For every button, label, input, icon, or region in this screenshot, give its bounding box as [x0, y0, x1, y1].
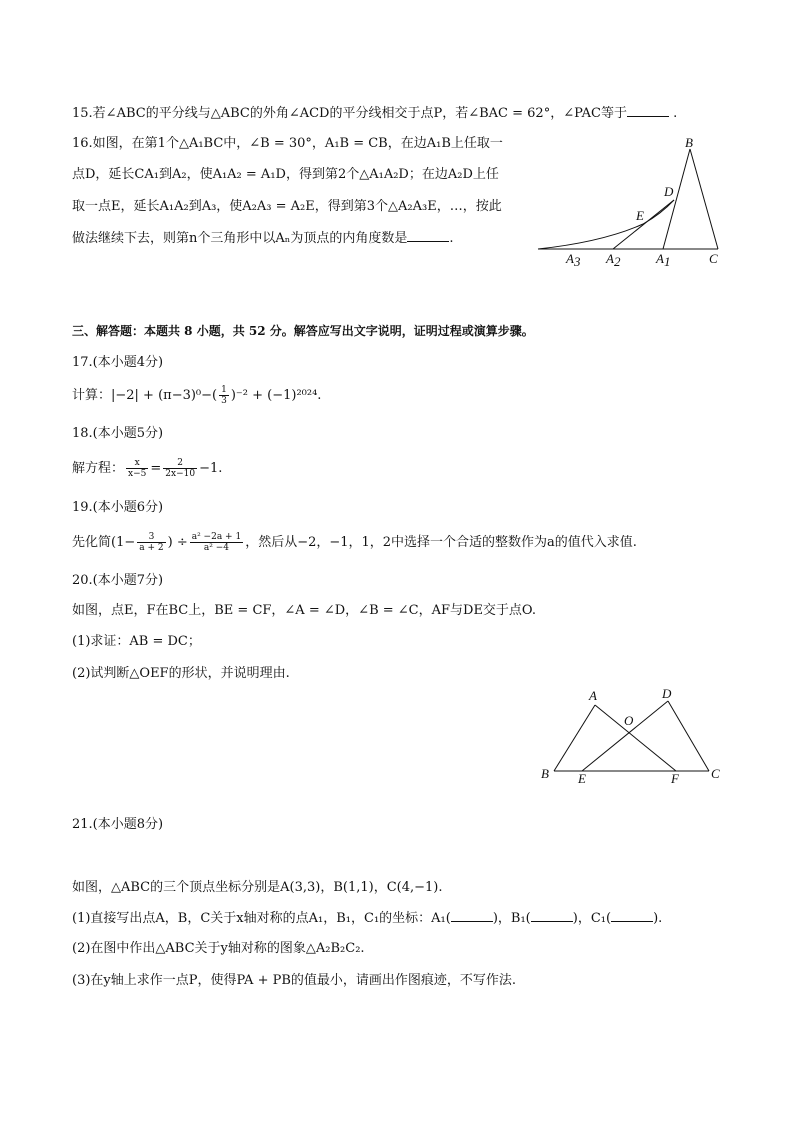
question-17-body: [72, 385, 321, 406]
label-C: C: [711, 766, 720, 781]
question-18-suffix: −1.: [199, 461, 223, 476]
label-E: E: [578, 771, 586, 786]
question-21-line-2c: )，C₁(: [572, 911, 612, 926]
segment-BC: [690, 149, 718, 249]
question-19-body: [72, 532, 637, 553]
fraction-numerator: x: [126, 458, 148, 469]
answer-blank-15: [627, 104, 669, 117]
equals-sign: =: [150, 461, 162, 476]
question-18-header: 18.(本小题5分): [72, 426, 164, 441]
question-21-line-3: (2)在图中作出△ABC关于y轴对称的图象△A₂B₂C₂.: [72, 941, 365, 956]
answer-blank-C1: [611, 909, 653, 922]
label-A: A: [589, 688, 597, 703]
question-21-line-2b: )，B₁(: [492, 911, 531, 926]
answer-blank-A1: [451, 909, 493, 922]
answer-blank-B1: [531, 909, 573, 922]
question-16-line-4-text: 做法继续下去，则第n个三角形中以Aₙ为顶点的内角度数是: [72, 231, 408, 246]
question-19-suffix: ，然后从−2，−1，1，2中选择一个合适的整数作为a的值代入求值.: [245, 535, 637, 550]
label-A1: A1: [656, 251, 671, 269]
question-20-line-1: 如图，点E，F在BC上，BE = CF，∠A = ∠D，∠B = ∠C，AF与DE交于点O.: [72, 603, 536, 618]
label-B: B: [541, 766, 549, 781]
question-16-end: .: [449, 231, 454, 246]
fraction-one-third: [219, 385, 229, 406]
fraction-numerator: 2: [163, 458, 197, 469]
question-21-line-2a: (1)直接写出点A，B，C关于x轴对称的点A₁，B₁，C₁的坐标：A₁(: [72, 911, 451, 926]
question-17-suffix: )⁻² + (−1)²⁰²⁴.: [230, 388, 322, 403]
label-D: D: [664, 184, 674, 199]
question-21-line-4: (3)在y轴上求作一点P，使得PA + PB的值最小，请画出作图痕迹，不写作法.: [72, 973, 517, 988]
label-A2: A2: [606, 251, 621, 269]
label-B: B: [685, 135, 693, 150]
question-16-line-2: 点D，延长CA₁到A₂，使A₁A₂ = A₁D，得到第2个△A₁A₂D；在边A₂D上任: [72, 167, 499, 182]
fraction-a-squared-expression: [190, 532, 243, 553]
answer-blank-16: [407, 229, 449, 242]
question-20-header: 20.(本小题7分): [72, 573, 164, 588]
section-3-title: 三、解答题：本题共 8 小题，共 52 分。解答应写出文字说明，证明过程或演算步骤。: [72, 324, 534, 338]
fraction-numerator: 1: [221, 385, 227, 395]
segment-DC: [668, 701, 709, 771]
segment-BA1: [663, 149, 690, 249]
fraction-x-over-x-minus-5: [126, 458, 148, 479]
question-18-body: [72, 458, 222, 479]
question-16-line-1: 16.如图，在第1个△A₁BC中，∠B = 30°，A₁B = CB，在边A₁B上任取一: [72, 136, 503, 151]
figure-q20: [537, 683, 737, 793]
question-21-line-2: [72, 909, 662, 929]
question-16-line-3: 取一点E，延长A₁A₂到A₃，使A₂A₃ = A₂E，得到第3个△A₂A₃E，…，按此: [72, 199, 502, 214]
label-A3: A3: [566, 251, 581, 269]
fraction-denominator: x−5: [128, 469, 147, 479]
question-19-prefix: 先化简(1−: [72, 535, 136, 550]
question-15: [72, 104, 677, 124]
segment-AF: [595, 705, 676, 771]
fraction-3-over-a-plus-2: [137, 532, 165, 553]
question-20-line-2: (1)求证：AB = DC；: [72, 634, 201, 649]
fraction-denominator: 2x−10: [165, 469, 196, 479]
label-C: C: [709, 251, 718, 266]
fraction-denominator: 3: [221, 396, 227, 406]
fraction-numerator: a² −2a + 1: [191, 532, 242, 542]
question-19-mid: ) ÷: [167, 535, 188, 550]
label-F: F: [671, 771, 679, 786]
label-D: D: [662, 686, 672, 701]
question-17-prefix: 计算：|−2| + (π−3)⁰−(: [72, 388, 218, 403]
label-E: E: [636, 208, 644, 223]
question-20-line-3: (2)试判断△OEF的形状，并说明理由.: [72, 666, 290, 681]
curve-EA3: [538, 224, 643, 249]
segment-AB: [554, 705, 595, 771]
fraction-denominator: a² −4: [203, 543, 229, 553]
question-19-header: 19.(本小题6分): [72, 500, 164, 515]
figure-q16: [533, 134, 733, 269]
question-15-end: .: [673, 106, 678, 121]
label-O: O: [624, 713, 634, 728]
question-21-line-2d: ).: [653, 911, 663, 926]
question-17-header: 17.(本小题4分): [72, 355, 164, 370]
question-15-text: 15.若∠ABC的平分线与△ABC的外角∠ACD的平分线相交于点P，若∠BAC = 62°，∠PAC等于: [72, 106, 627, 121]
fraction-2-over-2x-minus-10: [163, 458, 197, 479]
question-18-prefix: 解方程：: [72, 461, 125, 476]
fraction-denominator: a + 2: [139, 543, 164, 553]
fraction-numerator: 3: [137, 532, 165, 543]
segment-DE: [582, 701, 668, 771]
question-21-header: 21.(本小题8分): [72, 817, 164, 832]
question-16-line-4: [72, 229, 454, 249]
question-21-line-1: 如图，△ABC的三个顶点坐标分别是A(3,3)，B(1,1)，C(4,−1).: [72, 880, 443, 895]
